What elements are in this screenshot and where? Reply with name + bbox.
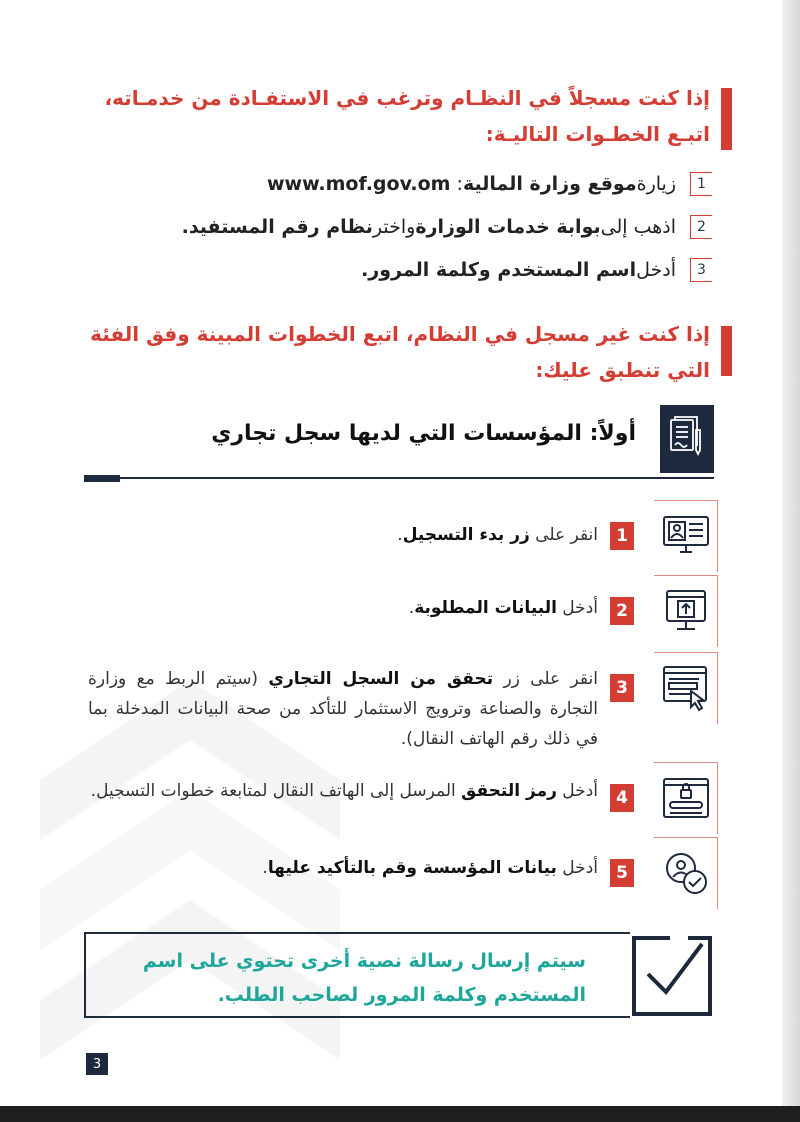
registered-step-2 — [72, 211, 712, 243]
step-number-badge: 1 — [610, 522, 634, 550]
step-number-box: 3 — [690, 258, 712, 282]
step-number-box: 1 — [690, 172, 712, 196]
registered-step-1 — [72, 168, 712, 200]
step-text: أدخل البيانات المطلوبة. — [408, 598, 598, 618]
icon-frame — [654, 575, 718, 647]
divider-line — [120, 477, 714, 479]
step-bold-text: نظام رقم المستفيد. — [181, 216, 373, 238]
step-text: أدخل رمز التحقق المرسل إلى الهاتف النقال لمتابعة خطوات التسجيل. — [90, 781, 598, 801]
unregistered-heading — [90, 316, 710, 388]
sms-note-box — [84, 930, 714, 1020]
note-line-2: المستخدم وكلمة المرور لصاحب الطلب. — [217, 984, 586, 1006]
icon-frame — [654, 500, 718, 572]
step-number-badge: 3 — [610, 674, 634, 702]
step-number-badge: 4 — [610, 784, 634, 812]
step-bold-text: اسم المستخدم وكلمة المرور. — [361, 259, 637, 281]
monitor-upload-icon — [658, 583, 714, 639]
registered-step-3 — [72, 254, 712, 286]
step-number-box: 2 — [690, 215, 712, 239]
note-text — [116, 944, 586, 1012]
step-text: أدخل — [636, 259, 676, 281]
step-text: : — [456, 173, 463, 195]
registered-heading-line2: اتبـع الخطـوات التاليـة: — [485, 122, 710, 146]
step-text: انقر على زر بدء التسجيل. — [397, 525, 598, 545]
heading-accent-bar — [721, 326, 732, 376]
step-number-badge: 5 — [610, 859, 634, 887]
step-text: زيارة — [636, 173, 676, 195]
step-text: واختر — [372, 216, 416, 238]
step-bold-text: موقع وزارة المالية — [462, 173, 637, 195]
unregistered-heading-line2: التي تنطبق عليك: — [535, 358, 710, 382]
verified-user-icon — [658, 845, 714, 901]
icon-frame — [654, 652, 718, 724]
registered-heading-line1: إذا كنت مسجلاً في النظـام وترغب في الاستفـادة من خدمـاته، — [104, 86, 710, 110]
page-number: 3 — [86, 1053, 108, 1075]
page-edge-shadow — [782, 0, 800, 1106]
icon-frame — [654, 762, 718, 834]
password-lock-icon — [658, 770, 714, 826]
unregistered-heading-line1: إذا كنت غير مسجل في النظام، اتبع الخطوات المبينة وفق الفئة — [90, 322, 710, 346]
step-bold-text: بوابة خدمات الوزارة — [415, 216, 601, 238]
step-text: أدخل بيانات المؤسسة وقم بالتأكيد عليها. — [262, 858, 598, 878]
heading-accent-bar — [721, 88, 732, 150]
document-pen-icon — [660, 405, 714, 473]
step-text: اذهب إلى — [600, 216, 676, 238]
section-title: أولاً: المؤسسات التي لديها سجل تجاري — [211, 421, 636, 446]
web-form-click-icon — [658, 660, 714, 716]
divider-accent — [84, 475, 120, 482]
section-header — [84, 405, 714, 485]
step-number-badge: 2 — [610, 597, 634, 625]
checkmark-icon — [626, 930, 714, 1018]
step-text: انقر على زر تحقق من السجل التجاري (سيتم الربط مع وزارة التجارة والصناعة وترويج الاستثمار للتأكد من صحة البيانات المدخلة بما في ذلك رقم الهاتف النقال). — [88, 669, 598, 749]
computer-profile-icon — [658, 508, 714, 564]
icon-frame — [654, 837, 718, 909]
mof-website-link[interactable]: www.mof.gov.om — [266, 173, 451, 195]
registered-heading — [90, 80, 710, 152]
note-line-1: سيتم إرسال رسالة نصية أخرى تحتوي على اسم — [142, 950, 586, 972]
